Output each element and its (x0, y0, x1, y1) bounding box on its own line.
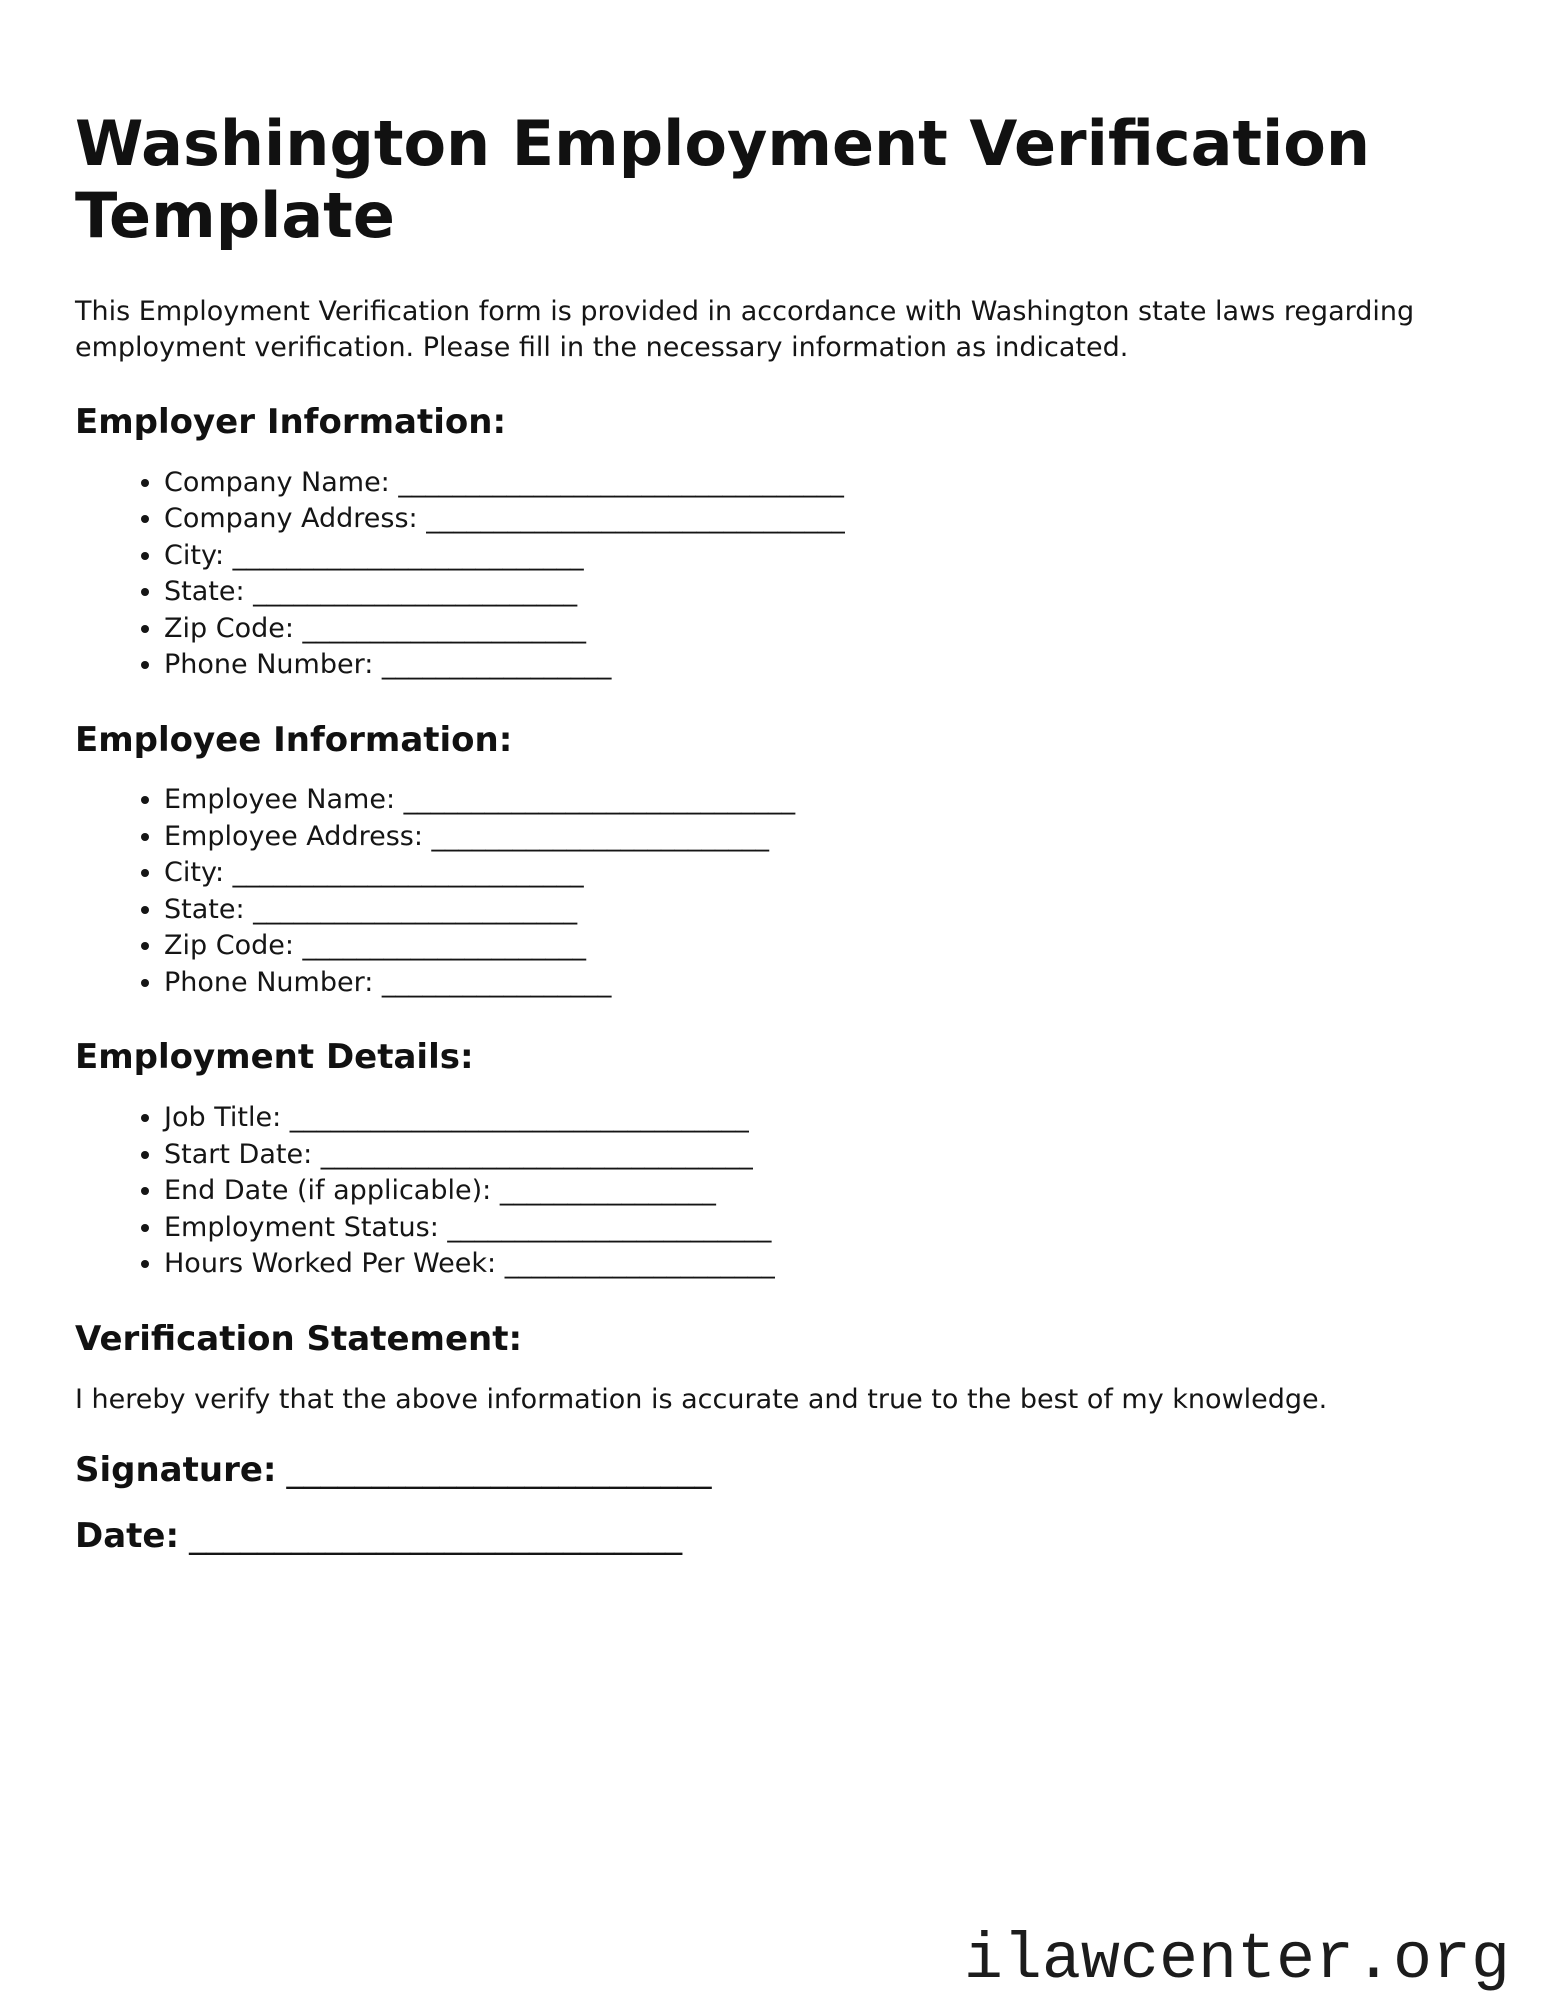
field-employee-state: • State: ________________________ (164, 892, 1486, 929)
date-line (75, 1514, 1486, 1558)
employee-information-heading: Employee Information: (75, 719, 513, 760)
verification-statement-heading: Verification Statement: (75, 1318, 523, 1359)
employer-information-heading: Employer Information: (75, 401, 507, 442)
field-employee-address: • Employee Address: _________________________ (164, 819, 1486, 856)
signature-blank: _________________________ (286, 1449, 712, 1490)
website-footer: ilawcenter.org (963, 1923, 1510, 1997)
field-employee-city: • City: __________________________ (164, 855, 1486, 892)
field-hours-per-week: • Hours Worked Per Week: ____________________ (164, 1246, 1486, 1283)
page-title: Washington Employment Verification Template (75, 107, 1371, 252)
field-end-date: • End Date (if applicable): ________________ (164, 1173, 1486, 1210)
field-employee-zip: • Zip Code: _____________________ (164, 928, 1486, 965)
date-label: Date: (75, 1515, 180, 1556)
employee-information-list (75, 782, 1486, 1001)
field-employee-phone: • Phone Number: _________________ (164, 965, 1486, 1002)
field-employment-status: • Employment Status: ________________________ (164, 1210, 1486, 1247)
field-employer-zip: • Zip Code: _____________________ (164, 611, 1486, 648)
signature-line (75, 1448, 1486, 1492)
field-employer-phone: • Phone Number: _________________ (164, 647, 1486, 684)
field-job-title: • Job Title: __________________________________ (164, 1100, 1486, 1137)
field-employee-name: • Employee Name: _____________________________ (164, 782, 1486, 819)
field-employer-city: • City: __________________________ (164, 538, 1486, 575)
field-employer-state: • State: ________________________ (164, 574, 1486, 611)
field-company-name: • Company Name: _________________________________ (164, 465, 1486, 502)
field-start-date: • Start Date: ________________________________ (164, 1137, 1486, 1174)
employment-details-list (75, 1100, 1486, 1283)
verification-statement-text: I hereby verify that the above information is accurate and true to the best of my knowledge. (75, 1383, 1328, 1415)
employment-details-heading: Employment Details: (75, 1037, 474, 1078)
field-company-address: • Company Address: _______________________________ (164, 501, 1486, 538)
intro-paragraph: This Employment Verification form is provided in accordance with Washington state laws regarding employment verification. Please fill in the necessary information as indicated. (75, 295, 1415, 363)
employer-information-list (75, 465, 1486, 684)
signature-label: Signature: (75, 1449, 277, 1490)
date-blank: _____________________________ (189, 1515, 683, 1556)
